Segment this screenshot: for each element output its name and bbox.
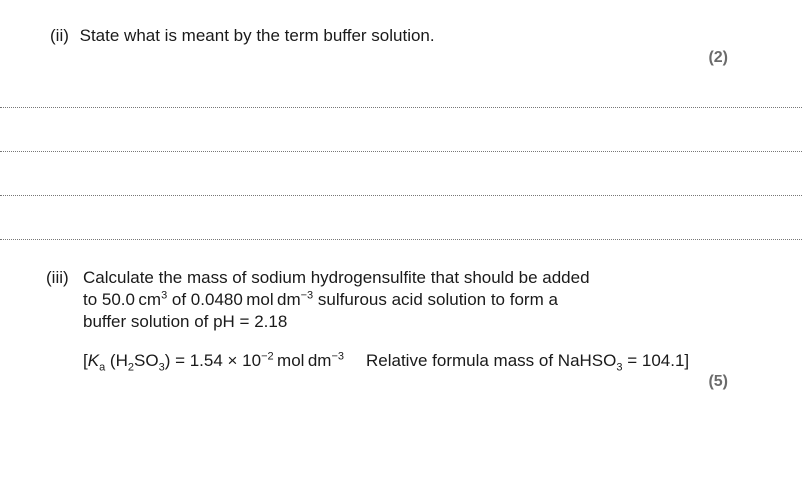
ka-units: mol dm [273,351,332,370]
ka-formula-a: (H [105,351,128,370]
line2-sup-2: −3 [300,289,314,302]
line2-text-c: sulfurous acid solution to form a [313,290,558,309]
answer-line-1[interactable] [0,107,802,108]
bracket-open: [ [83,351,88,370]
ka-units-exponent: −3 [331,350,345,363]
line2-text-b: of 0.0480 mol dm [167,290,301,309]
question-iii-marks: (5) [708,373,728,390]
question-iii [46,267,69,289]
ka-formula-b: SO [134,351,159,370]
line2-text-a: to 50.0 cm [83,290,162,309]
ka-formula-c: ) = 1.54 × 10 [164,351,262,370]
question-iii-body [83,267,590,333]
rfm-text-a: Relative formula mass of NaHSO [366,351,617,370]
rfm-subscript: 3 [616,361,623,374]
question-ii-label: (ii) [50,26,69,45]
answer-line-2[interactable] [0,151,802,152]
ka-symbol: K [87,351,100,370]
ka-data [83,350,344,372]
question-ii-marks: (2) [708,49,728,66]
question-ii-text: State what is meant by the term buffer solution. [79,26,435,45]
ka-subscript: a [99,361,106,374]
ka-exponent: −2 [261,350,274,363]
question-iii-line-1: Calculate the mass of sodium hydrogensulfite that should be added [83,268,590,287]
question-iii-line-3: buffer solution of pH = 2.18 [83,312,288,331]
question-ii [50,25,435,47]
line2-sup-1: 3 [161,289,168,302]
ka-formula-sub-2: 3 [158,361,165,374]
answer-line-3[interactable] [0,195,802,196]
ka-formula-sub-1: 2 [127,361,134,374]
question-iii-line-2 [83,289,590,311]
question-iii-label: (iii) [46,268,69,287]
rfm-data [366,350,689,372]
rfm-text-b: = 104.1] [622,351,690,370]
answer-line-4[interactable] [0,239,802,240]
